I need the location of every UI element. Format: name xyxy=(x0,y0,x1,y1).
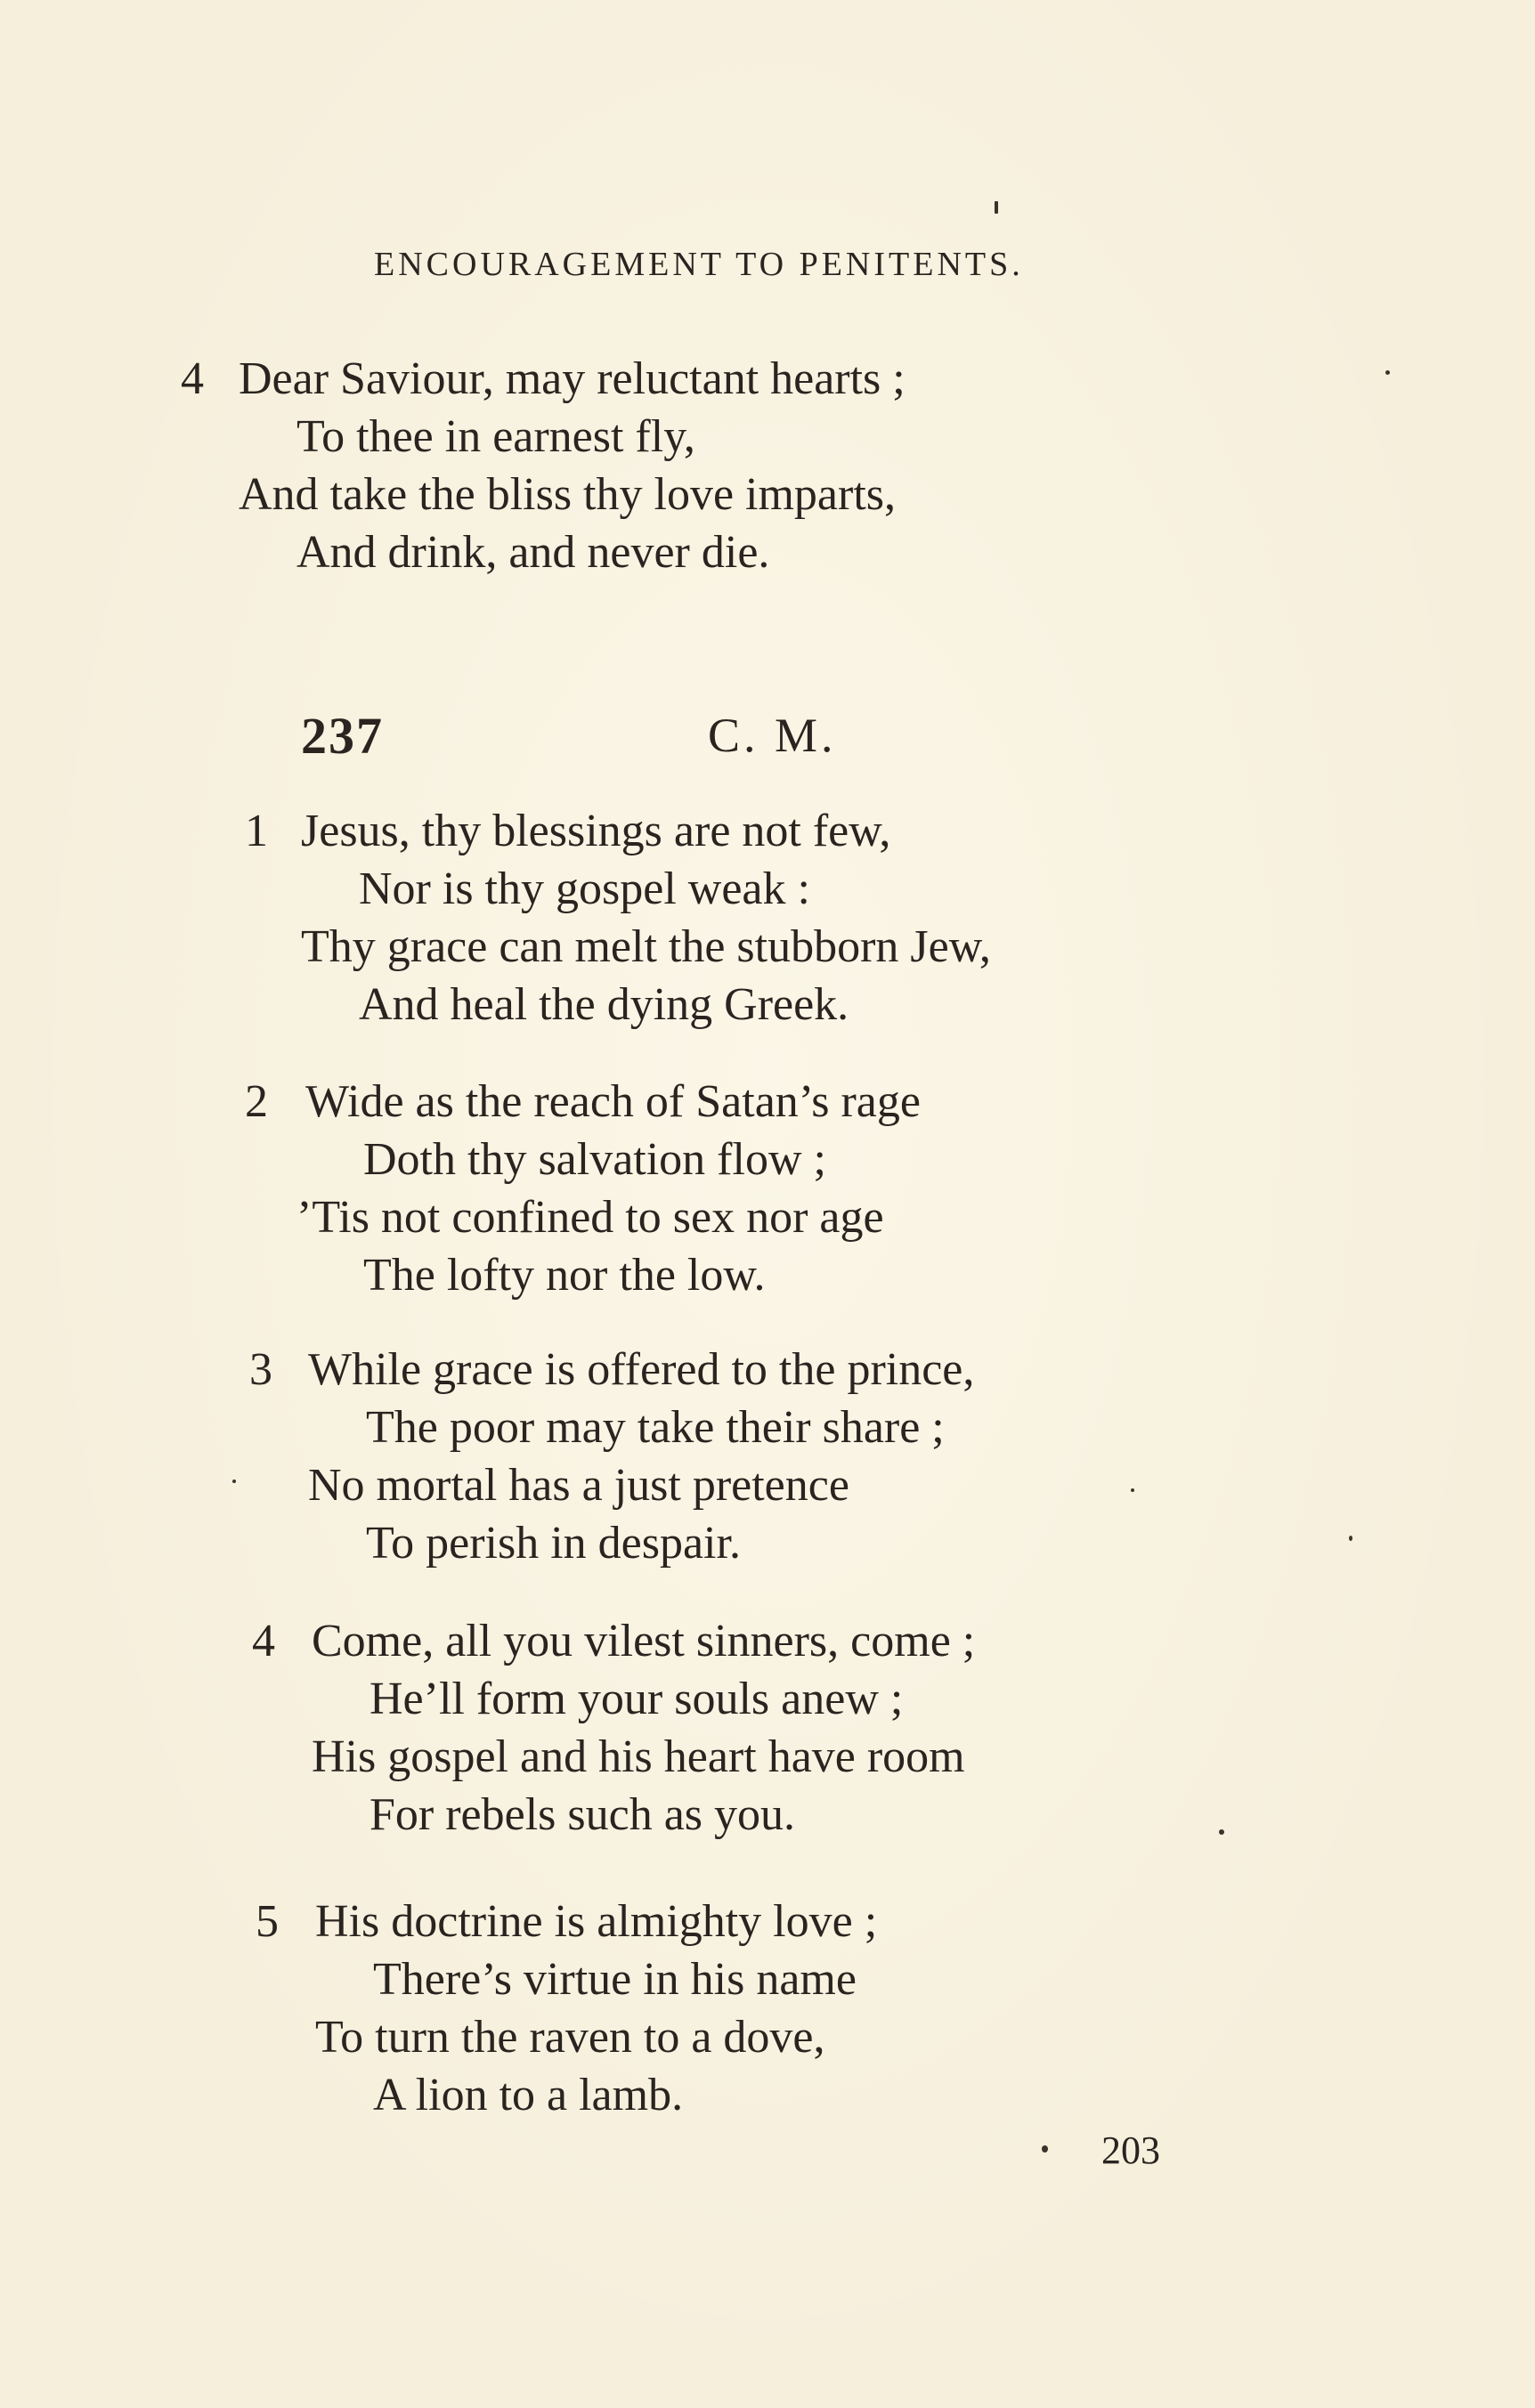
stanza-number: 1 xyxy=(245,806,268,856)
verse-line: And take the bliss thy love imparts, xyxy=(239,469,897,520)
verse-line: For rebels such as you. xyxy=(370,1789,796,1840)
verse-line: His gospel and his heart have room xyxy=(312,1731,965,1782)
verse-line: The poor may take their share ; xyxy=(366,1402,945,1453)
verse-line: His doctrine is almighty love ; xyxy=(315,1896,878,1947)
stanza-number: 2 xyxy=(245,1076,268,1127)
verse-line: Thy grace can melt the stubborn Jew, xyxy=(301,921,991,972)
verse-line: Wide as the reach of Satan’s rage xyxy=(305,1076,921,1127)
hymn-number: 237 xyxy=(301,707,384,765)
hymn-meter: C. M. xyxy=(708,709,837,762)
verse-line: Come, all you vilest sinners, come ; xyxy=(312,1616,976,1666)
stanza-number: 4 xyxy=(181,353,204,404)
verse-line: He’ll form your souls anew ; xyxy=(370,1674,904,1724)
verse-line: Nor is thy gospel weak : xyxy=(359,863,810,914)
stanza-number: 5 xyxy=(256,1896,279,1947)
stanza-number: 3 xyxy=(249,1344,272,1395)
verse-line: No mortal has a just pretence xyxy=(308,1460,849,1511)
ink-speck xyxy=(1042,2145,1048,2153)
ink-speck xyxy=(995,201,998,214)
verse-line: Dear Saviour, may reluctant hearts ; xyxy=(239,353,906,404)
verse-line: To perish in despair. xyxy=(366,1518,741,1569)
verse-line: Doth thy salvation flow ; xyxy=(363,1134,826,1185)
verse-line: The lofty nor the low. xyxy=(363,1250,766,1301)
ink-speck xyxy=(1219,1829,1224,1835)
verse-line: While grace is offered to the prince, xyxy=(308,1344,975,1395)
running-header: ENCOURAGEMENT TO PENITENTS. xyxy=(374,246,1024,283)
verse-line: Jesus, thy blessings are not few, xyxy=(301,806,891,856)
ink-speck xyxy=(232,1480,236,1483)
verse-line: To turn the raven to a dove, xyxy=(315,2012,825,2063)
verse-line: A lion to a lamb. xyxy=(373,2070,684,2120)
ink-speck xyxy=(1349,1536,1352,1541)
verse-line: And heal the dying Greek. xyxy=(359,979,849,1030)
stanza-number: 4 xyxy=(252,1616,275,1666)
verse-line: ’Tis not confined to sex nor age xyxy=(296,1192,884,1243)
verse-line: To thee in earnest fly, xyxy=(296,411,695,462)
ink-speck xyxy=(1131,1488,1134,1492)
verse-line: There’s virtue in his name xyxy=(373,1954,857,2005)
verse-line: And drink, and never die. xyxy=(296,527,770,578)
page-number: 203 xyxy=(1101,2128,1160,2172)
ink-speck xyxy=(1385,370,1390,375)
